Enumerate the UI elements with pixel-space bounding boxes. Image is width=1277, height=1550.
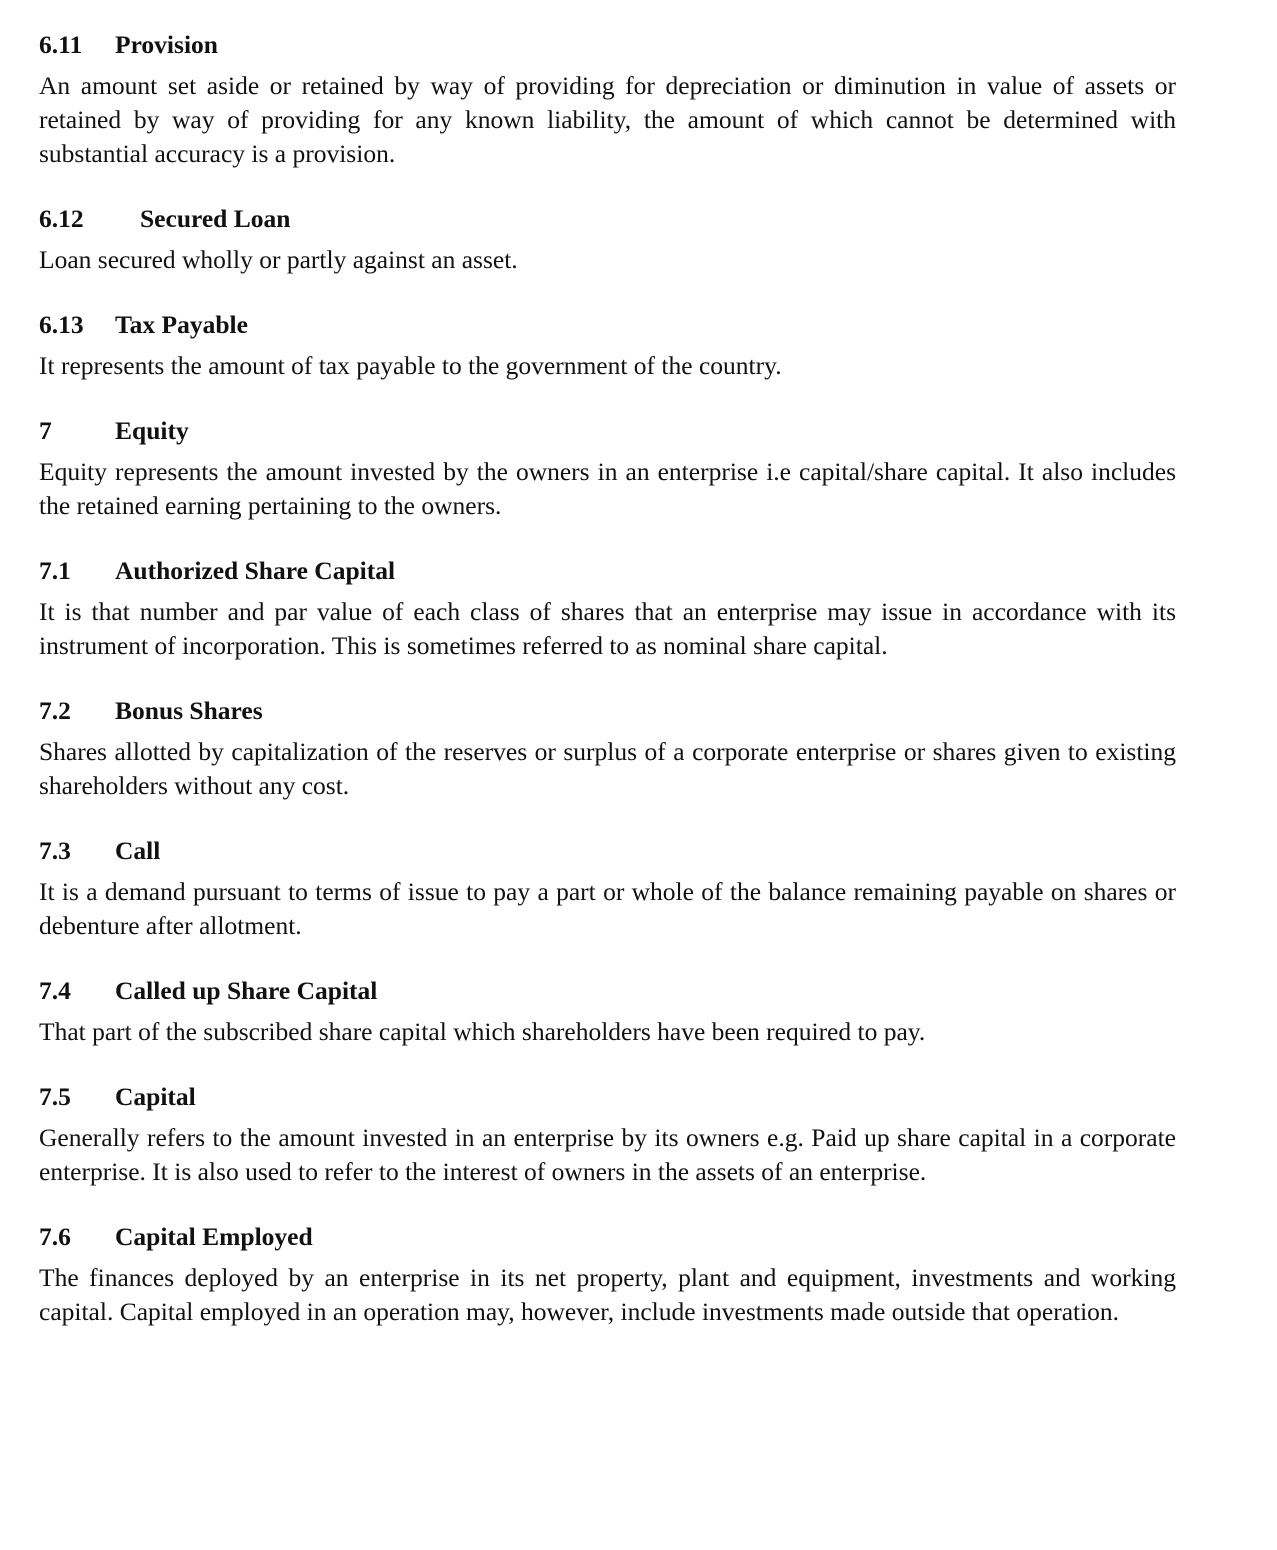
section-tax-payable (39, 308, 1176, 383)
section-text: Loan secured wholly or partly against an asset. (39, 245, 518, 274)
section-authorized-share-capital (39, 554, 1176, 663)
section-title: Equity (115, 416, 189, 445)
section-heading (39, 694, 1176, 728)
section-secured-loan (39, 202, 1176, 277)
section-heading (39, 834, 1176, 868)
section-text: Shares allotted by capitalization of the reserves or surplus of a corporate enterprise or shares given to existing shareholders without any cost. (39, 737, 1176, 800)
section-number: 7.3 (39, 836, 71, 865)
section-number: 7.5 (39, 1082, 71, 1111)
section-text: It is that number and par value of each class of shares that an enterprise may issue in accordance with its instrument of incorporation. This is sometimes referred to as nominal share capital. (39, 597, 1176, 660)
section-text: It represents the amount of tax payable to the government of the country. (39, 351, 782, 380)
section-text: An amount set aside or retained by way of providing for depreciation or diminution in value of assets or retained by way of providing for any known liability, the amount of which cannot be determined with substantial accuracy is a provision. (39, 71, 1176, 168)
section-number: 7.6 (39, 1222, 71, 1251)
section-call (39, 834, 1176, 943)
section-title: Provision (115, 30, 218, 59)
section-heading (39, 1220, 1176, 1254)
section-heading (39, 974, 1176, 1008)
section-capital-employed (39, 1220, 1176, 1329)
section-capital (39, 1080, 1176, 1189)
section-title: Capital Employed (115, 1222, 313, 1251)
section-text: The finances deployed by an enterprise in its net property, plant and equipment, investments and working capital. Capital employed in an operation may, however, include investments made outside that operation. (39, 1263, 1176, 1326)
section-text: That part of the subscribed share capital which shareholders have been required to pay. (39, 1017, 926, 1046)
section-heading (39, 202, 1176, 236)
section-number: 7.4 (39, 976, 71, 1005)
section-number: 7.2 (39, 696, 71, 725)
section-text: Equity represents the amount invested by the owners in an enterprise i.e capital/share capital. It also includes the retained earning pertaining to the owners. (39, 457, 1176, 520)
section-title: Called up Share Capital (115, 976, 378, 1005)
section-heading (39, 28, 1176, 62)
section-provision (39, 28, 1176, 171)
section-title: Capital (115, 1082, 196, 1111)
section-equity (39, 414, 1176, 523)
section-title: Authorized Share Capital (115, 556, 396, 585)
section-title: Tax Payable (115, 310, 248, 339)
section-number: 7 (39, 416, 52, 445)
section-number: 6.13 (39, 310, 84, 339)
section-number: 7.1 (39, 556, 71, 585)
section-title: Call (115, 836, 161, 865)
section-text: Generally refers to the amount invested in an enterprise by its owners e.g. Paid up share capital in a corporate enterprise. It is also used to refer to the interest of owners in the assets of an enterprise. (39, 1123, 1176, 1186)
section-heading (39, 554, 1176, 588)
section-bonus-shares (39, 694, 1176, 803)
section-called-up-share-capital (39, 974, 1176, 1049)
section-text: It is a demand pursuant to terms of issue to pay a part or whole of the balance remaining payable on shares or debenture after allotment. (39, 877, 1176, 940)
section-heading (39, 1080, 1176, 1114)
section-heading (39, 308, 1176, 342)
section-title: Secured Loan (140, 204, 291, 233)
section-heading (39, 414, 1176, 448)
section-title: Bonus Shares (115, 696, 263, 725)
section-number: 6.12 (39, 204, 84, 233)
section-number: 6.11 (39, 30, 83, 59)
